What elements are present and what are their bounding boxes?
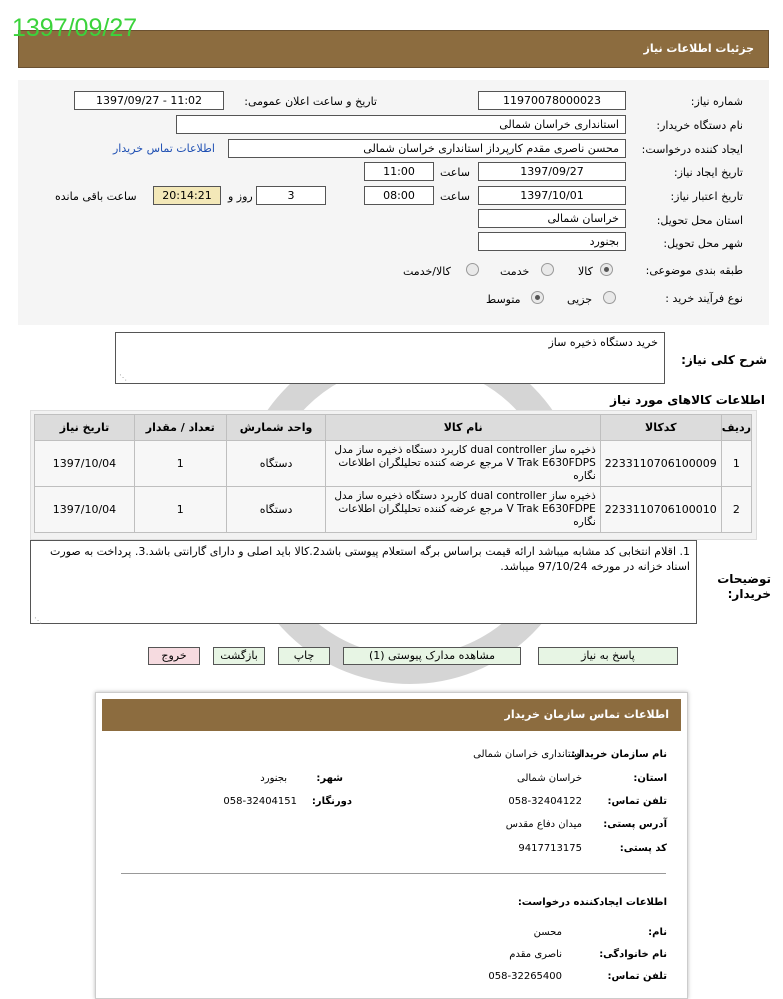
summary-text: خرید دستگاه ذخیره ساز <box>548 336 658 349</box>
contact-org-label: نام سازمان خریدار: <box>571 749 667 760</box>
remaining-time-field: 20:14:21 <box>153 186 221 205</box>
contact-address-label: آدرس پستی: <box>603 819 667 830</box>
category-option-goods: کالا <box>578 265 593 278</box>
table-row <box>35 441 752 487</box>
category-option-both: کالا/خدمت <box>403 265 451 278</box>
notes-textarea <box>30 540 697 624</box>
category-label: طبقه بندی موضوعی: <box>645 264 743 277</box>
cell-code: 2233110706100010 <box>600 487 721 533</box>
contact-fax-label: دورنگار: <box>311 796 352 807</box>
contact-postal-label: کد پستی: <box>619 843 667 854</box>
category-radio-goods[interactable] <box>600 263 613 276</box>
creator-name-value: محسن <box>533 927 562 938</box>
contact-address-value: میدان دفاع مقدس <box>505 819 582 830</box>
resize-grip-icon[interactable]: ⋰ <box>119 373 127 382</box>
summary-textarea <box>115 332 665 384</box>
province-field: خراسان شمالی <box>478 209 626 228</box>
create-date-label: تاریخ ایجاد نیاز: <box>673 166 743 179</box>
create-date-field: 1397/09/27 <box>478 162 626 181</box>
creator-phone-value: 058-32265400 <box>488 971 562 982</box>
cell-name: ذخیره ساز dual controller کاربرد دستگاه ذخیره ساز مدل V Trak E630FDPS مرجع عرضه کننده تحلیلگران اطلاعات نگاره <box>326 441 600 487</box>
contact-fax-value: 058-32404151 <box>223 796 297 807</box>
process-option-minor: جزیی <box>567 293 593 306</box>
process-label: نوع فرآیند خرید : <box>665 292 743 305</box>
category-radio-both[interactable] <box>466 263 479 276</box>
process-radio-minor[interactable] <box>603 291 616 304</box>
valid-time-field: 08:00 <box>364 186 434 205</box>
items-table <box>34 414 752 533</box>
creator-field: محسن ناصری مقدم کارپرداز استانداری خراسان شمالی <box>228 139 626 158</box>
cell-date: 1397/10/04 <box>35 487 135 533</box>
notes-text: 1. اقلام انتخابی کد مشابه میباشد ارائه قیمت براساس برگه استعلام پیوستی باشد2.کالا باید اصلی و دارای گارانتی باشد.3. پرداخت به صورت اسناد خزانه در مورخه 97/10/24 میباشد. <box>50 545 690 573</box>
announce-label: تاریخ و ساعت اعلان عمومی: <box>244 95 377 108</box>
contact-postal-value: 9417713175 <box>518 843 582 854</box>
contact-city-value: بجنورد <box>260 773 287 784</box>
valid-time-label: ساعت <box>440 190 470 203</box>
col-header-date: تاریخ نیاز <box>35 415 135 441</box>
contact-phone-label: تلفن تماس: <box>607 796 667 807</box>
cell-name: ذخیره ساز dual controller کاربرد دستگاه ذخیره ساز مدل V Trak E630FDPE مرجع عرضه کننده تحلیلگران اطلاعات نگاره <box>326 487 600 533</box>
top-date-stamp: 1397/09/27 <box>12 14 138 42</box>
need-number-label: شماره نیاز: <box>690 95 743 108</box>
creator-name-label: نام: <box>648 927 667 938</box>
buyer-contact-card <box>95 692 688 999</box>
resize-grip-icon[interactable]: ⋰ <box>34 616 42 625</box>
page-title: جزئیات اطلاعات نیاز <box>643 42 754 55</box>
category-option-service: خدمت <box>500 265 530 278</box>
cell-unit: دستگاه <box>226 441 326 487</box>
announce-field: 1397/09/27 - 11:02 <box>74 91 224 110</box>
contact-city-label: شهر: <box>316 773 343 784</box>
category-radio-service[interactable] <box>541 263 554 276</box>
cell-date: 1397/10/04 <box>35 441 135 487</box>
process-option-medium: متوسط <box>486 293 521 306</box>
back-button[interactable]: بازگشت <box>213 647 265 665</box>
need-number-field: 11970078000023 <box>478 91 626 110</box>
cell-unit: دستگاه <box>226 487 326 533</box>
col-header-unit: واحد شمارش <box>226 415 326 441</box>
attachments-button[interactable]: مشاهده مدارک پیوستی (1) <box>343 647 521 665</box>
cell-row: 2 <box>721 487 751 533</box>
creator-label: ایجاد کننده درخواست: <box>641 143 743 156</box>
exit-button[interactable]: خروج <box>148 647 200 665</box>
summary-label: شرح کلی نیاز: <box>681 353 767 367</box>
reply-button[interactable]: پاسخ به نیاز <box>538 647 678 665</box>
card-title: اطلاعات تماس سازمان خریدار <box>504 708 669 721</box>
creator-info-title: اطلاعات ایجادکننده درخواست: <box>517 897 667 908</box>
creator-phone-label: تلفن تماس: <box>607 971 667 982</box>
creator-family-value: ناصری مقدم <box>509 949 562 960</box>
valid-date-label: تاریخ اعتبار نیاز: <box>670 190 743 203</box>
card-divider <box>121 873 666 874</box>
process-radio-medium[interactable] <box>531 291 544 304</box>
remaining-label: ساعت باقی مانده <box>55 190 137 203</box>
col-header-row: ردیف <box>721 415 751 441</box>
contact-phone-value: 058-32404122 <box>508 796 582 807</box>
buyer-org-label: نام دستگاه خریدار: <box>656 119 743 132</box>
creator-family-label: نام خانوادگی: <box>599 949 667 960</box>
contact-province-label: استان: <box>633 773 667 784</box>
col-header-code: کدکالا <box>600 415 721 441</box>
create-time-label: ساعت <box>440 166 470 179</box>
col-header-name: نام کالا <box>326 415 600 441</box>
print-button[interactable]: چاپ <box>278 647 330 665</box>
contact-org-value: استانداری خراسان شمالی <box>473 749 582 760</box>
contact-province-value: خراسان شمالی <box>516 773 582 784</box>
notes-label: توضیحات خریدار: <box>717 572 771 601</box>
card-header <box>102 699 681 731</box>
days-field: 3 <box>256 186 326 205</box>
cell-code: 2233110706100009 <box>600 441 721 487</box>
days-label: روز و <box>228 190 253 203</box>
cell-qty: 1 <box>134 487 226 533</box>
province-label: استان محل تحویل: <box>656 214 743 227</box>
city-label: شهر محل تحویل: <box>663 237 743 250</box>
create-time-field: 11:00 <box>364 162 434 181</box>
cell-row: 1 <box>721 441 751 487</box>
cell-qty: 1 <box>134 441 226 487</box>
col-header-qty: تعداد / مقدار <box>134 415 226 441</box>
buyer-contact-link[interactable]: اطلاعات تماس خریدار <box>113 142 215 155</box>
buyer-org-field: استانداری خراسان شمالی <box>176 115 626 134</box>
items-section-title: اطلاعات کالاهای مورد نیاز <box>610 393 765 407</box>
table-row <box>35 487 752 533</box>
valid-date-field: 1397/10/01 <box>478 186 626 205</box>
city-field: بجنورد <box>478 232 626 251</box>
